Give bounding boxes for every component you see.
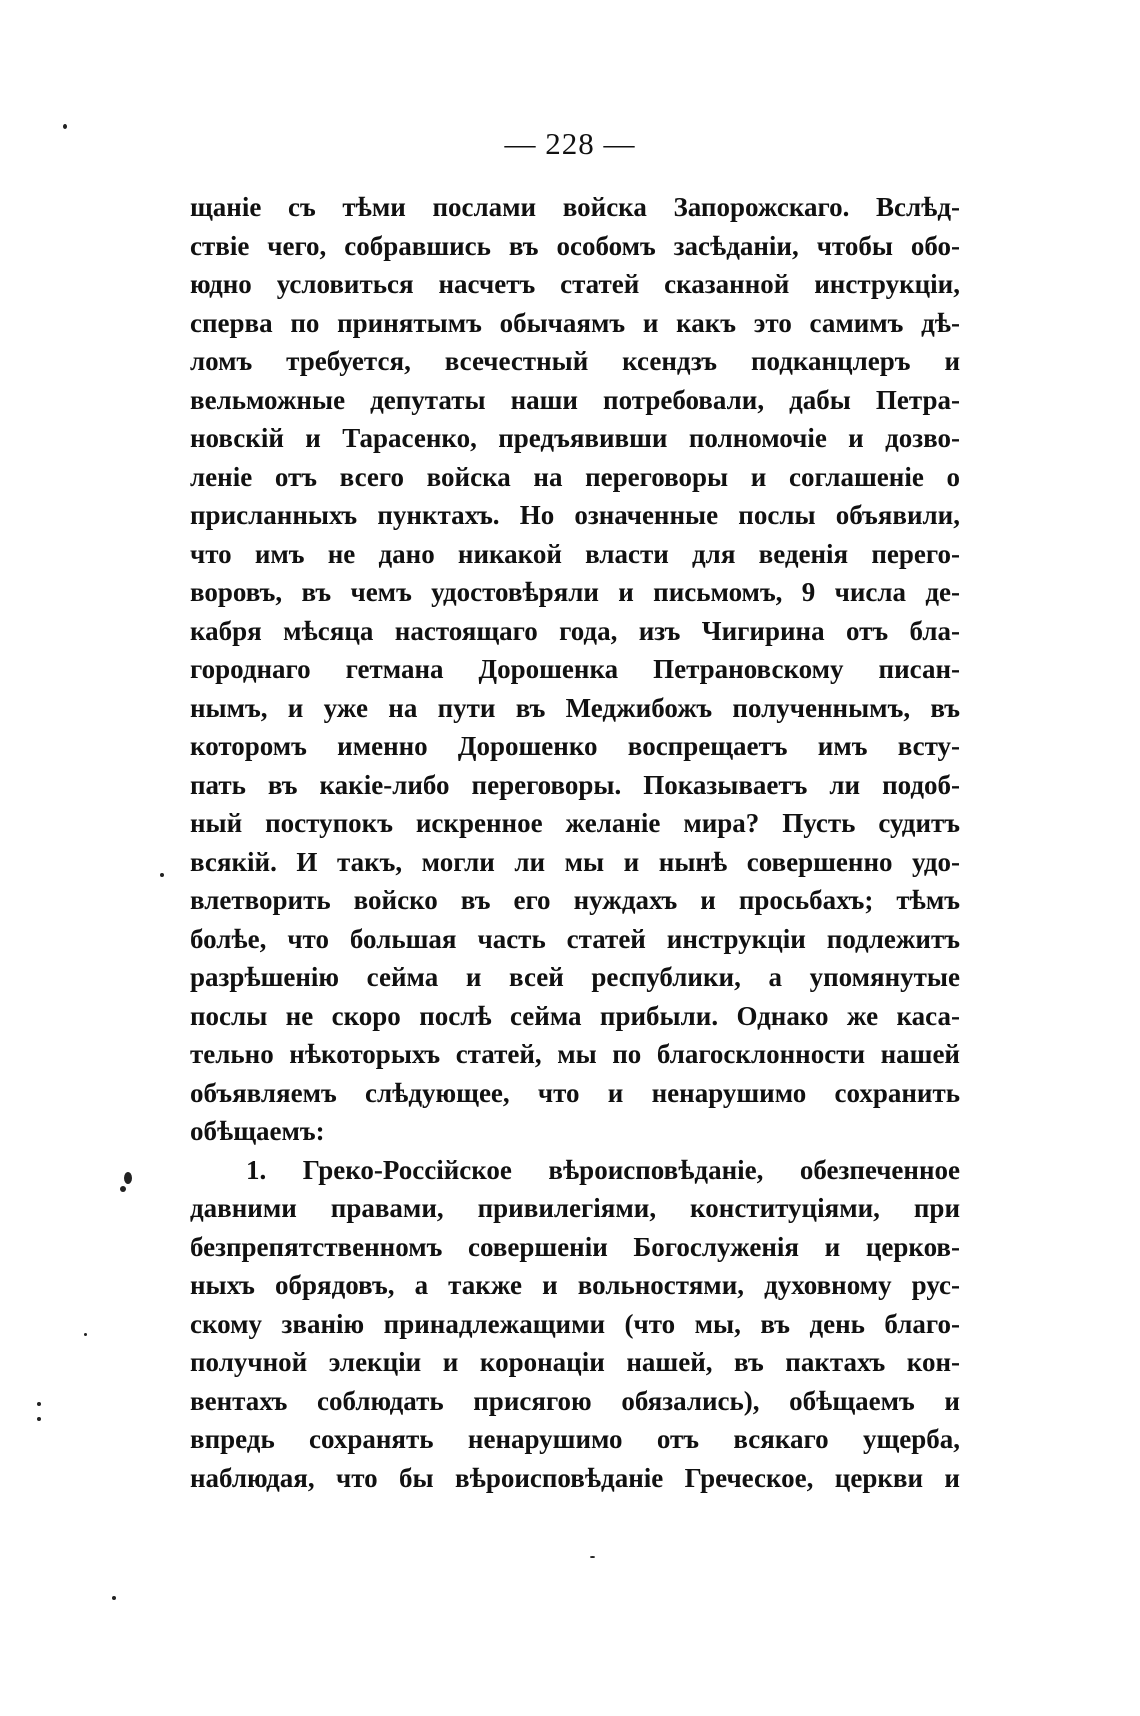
paragraph-start-line: 1. Греко-Россійское вѣроисповѣданіе, обезпеченное [246, 1154, 960, 1185]
text-line: ныхъ обрядовъ, а также и вольностями, духовному рус- [190, 1270, 960, 1300]
scan-speck [120, 1186, 126, 1192]
text-line: юдно условиться насчетъ статей сказанной инструкціи, [190, 269, 960, 299]
scan-speck [160, 873, 164, 877]
text-line: объявляемъ слѣдующее, что и ненарушимо сохранить [190, 1077, 960, 1108]
scan-speck [37, 1417, 41, 1421]
text-line: влетворить войско въ его нуждахъ и просьбахъ; тѣмъ [190, 885, 960, 915]
text-line: вельможные депутаты наши потребовали, дабы Петра- [190, 384, 960, 415]
text-line: болѣе, что большая часть статей инструкціи подлежитъ [190, 923, 960, 954]
text-line: обѣщаемъ: [190, 1116, 325, 1146]
text-line: нымъ, и уже на пути въ Меджибожъ полученнымъ, въ [190, 692, 960, 723]
page-number: — 228 — [504, 126, 636, 161]
text-line: тельно нѣкоторыхъ статей, мы по благосклонности нашей [190, 1039, 960, 1069]
scan-speck [37, 1402, 41, 1406]
text-line: впредь сохранять ненарушимо отъ всякаго ущерба, [190, 1424, 960, 1454]
text-line: безпрепятственномъ совершеніи Богослуженія и церков- [190, 1231, 960, 1262]
text-line: которомъ именно Дорошенко воспрещаетъ имъ всту- [190, 731, 960, 761]
scan-speck [124, 1172, 132, 1184]
scan-speck [590, 1556, 595, 1558]
text-line: послы не скоро послѣ сейма прибыли. Однако же каса- [190, 1000, 960, 1031]
text-line: всякій. И такъ, могли ли мы и нынѣ совершенно удо- [190, 846, 960, 877]
scan-speck [112, 1596, 116, 1600]
text-line: ломъ требуется, всечестный ксендзъ подканцлеръ и [190, 346, 960, 376]
text-line: леніе отъ всего войска на переговоры и соглашеніе о [190, 461, 960, 492]
scan-speck [84, 1333, 87, 1336]
text-line: получной элекціи и коронаціи нашей, въ пактахъ кон- [190, 1347, 960, 1377]
text-line: присланныхъ пунктахъ. Но означенные послы объявили, [190, 500, 960, 530]
text-line: что имъ не дано никакой власти для веденія перего- [190, 538, 960, 569]
text-line: ствіе чего, собравшись въ особомъ засѣданіи, чтобы обо- [190, 230, 960, 261]
text-line: разрѣшенію сейма и всей республики, а упомянутые [190, 962, 960, 992]
text-line: ный поступокъ искренное желаніе мира? Пусть судитъ [190, 808, 960, 838]
text-line: вентахъ соблюдать присягою обязались), обѣщаемъ и [190, 1385, 960, 1416]
text-line: скому званію принадлежащими (что мы, въ день благо- [190, 1308, 960, 1339]
text-line: сперва по принятымъ обычаямъ и какъ это самимъ дѣ- [190, 307, 960, 338]
text-line: давними правами, привилегіями, конституціями, при [190, 1193, 960, 1223]
text-line: пать въ какіе-либо переговоры. Показываетъ ли подоб- [190, 769, 960, 800]
text-line: новскій и Тарасенко, предъявивши полномочіе и дозво- [190, 423, 960, 453]
scan-speck [63, 124, 67, 129]
text-line: наблюдая, что бы вѣроисповѣданіе Греческое, церкви и [190, 1462, 960, 1493]
text-line: кабря мѣсяца настоящаго года, изъ Чигирина отъ бла- [190, 615, 960, 646]
body-text [190, 188, 960, 1497]
text-line: воровъ, въ чемъ удостовѣряли и письмомъ, 9 числа де- [190, 577, 960, 607]
text-line: щаніе съ тѣми послами войска Запорожскаго. Вслѣд- [190, 192, 960, 222]
text-line: городнаго гетмана Дорошенка Петрановскому писан- [190, 654, 960, 684]
